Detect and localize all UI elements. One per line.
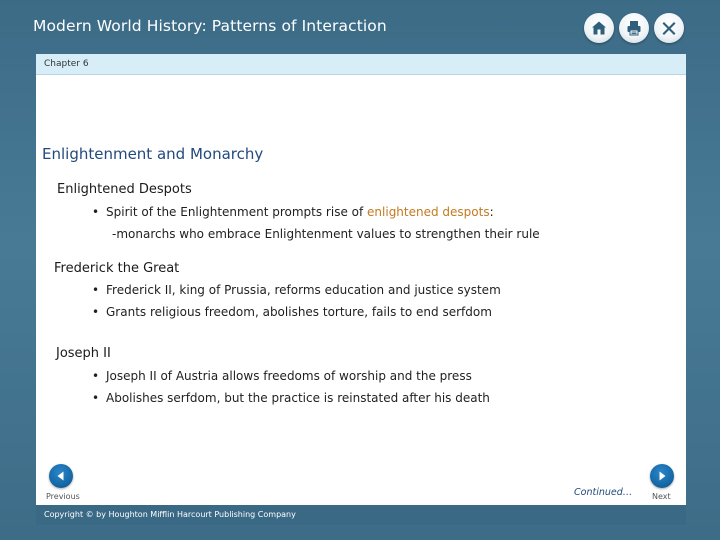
close-button[interactable] <box>654 13 684 43</box>
print-button[interactable] <box>619 13 649 43</box>
bullet-item <box>92 283 501 297</box>
printer-icon <box>625 19 643 37</box>
next-button[interactable] <box>650 464 674 488</box>
footer-bar <box>36 505 686 525</box>
app-title: Modern World History: Patterns of Interaction <box>33 17 387 35</box>
section-heading-joseph: Joseph II <box>56 346 111 361</box>
previous-button[interactable] <box>49 464 73 488</box>
bullet-dot: • <box>92 205 100 219</box>
bullet-dot: • <box>92 305 100 319</box>
home-icon <box>590 19 608 37</box>
copyright-text: Copyright © by Houghton Mifflin Harcourt Publishing Company <box>44 510 296 519</box>
section-heading-enlightened-despots: Enlightened Despots <box>57 182 192 197</box>
bullet-enlightened-despots <box>92 205 494 219</box>
section-heading-frederick: Frederick the Great <box>54 261 180 276</box>
arrow-left-icon <box>55 470 67 482</box>
close-icon <box>660 19 678 37</box>
next-label[interactable]: Next <box>652 492 671 501</box>
bullet-text: Grants religious freedom, abolishes torture, fails to end serfdom <box>106 305 492 319</box>
slide-title: Enlightenment and Monarchy <box>42 145 264 163</box>
chapter-label: Chapter 6 <box>44 59 89 69</box>
bullet-text: Abolishes serfdom, but the practice is reinstated after his death <box>106 391 490 405</box>
bullet-item <box>92 305 492 319</box>
chapter-bar <box>36 54 686 75</box>
home-button[interactable] <box>584 13 614 43</box>
bullet-dot: • <box>92 391 100 405</box>
bullet-text: Frederick II, king of Prussia, reforms education and justice system <box>106 283 501 297</box>
bullet-dot: • <box>92 283 100 297</box>
bullet-text-pre: Spirit of the Enlightenment prompts rise of <box>106 205 368 219</box>
bullet-text-post: : <box>489 205 494 219</box>
bullet-text: Joseph II of Austria allows freedoms of worship and the press <box>106 369 472 383</box>
bullet-dot: • <box>92 369 100 383</box>
previous-label[interactable]: Previous <box>46 492 80 501</box>
continued-label: Continued… <box>574 487 633 498</box>
bullet-item <box>92 391 490 405</box>
bullet-highlight: enlightened despots <box>367 205 490 219</box>
bullet-item <box>92 369 472 383</box>
bullet-continuation: -monarchs who embrace Enlightenment values to strengthen their rule <box>112 227 540 241</box>
header-nav-buttons <box>584 13 684 43</box>
arrow-right-icon <box>656 470 668 482</box>
slide-content <box>36 75 686 505</box>
